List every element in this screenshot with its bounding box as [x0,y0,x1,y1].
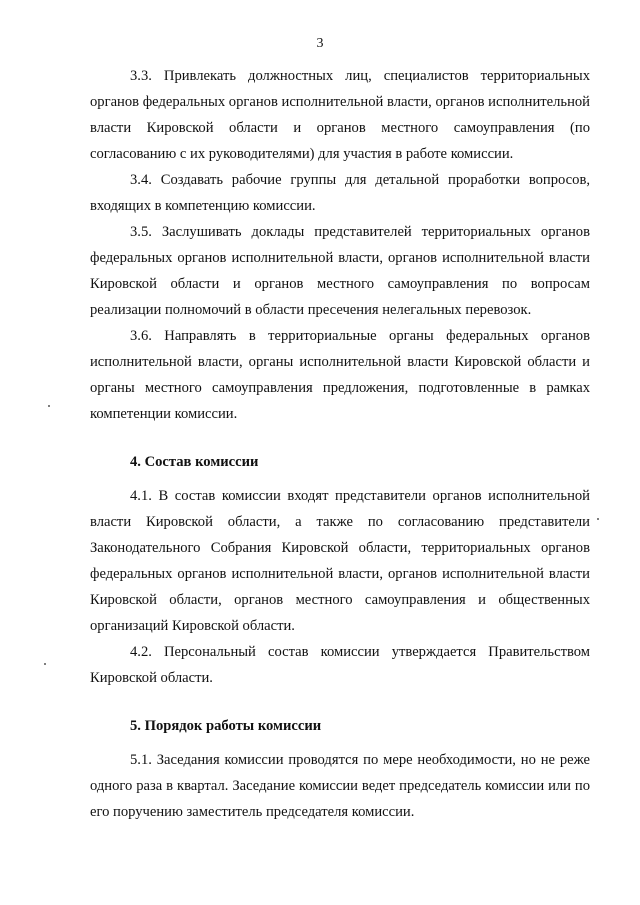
scan-speck [48,405,50,407]
paragraph-4-1: 4.1. В состав комиссии входят представители органов исполнительной власти Кировской области, а также по согласованию представители Законодательного Собрания Кировской области, территориальных органов федеральных органов исполнительной власти, органов исполнительной власти Кировской области, органов местного самоуправления и общественных организаций Кировской области. [90,488,590,634]
paragraph-3-5: 3.5. Заслушивать доклады представителей территориальных органов федеральных органов исполнительной власти, органов исполнительной власти Кировской области и органов местного самоуправления по вопросам реализации полномочий в области пресечения нелегальных перевозок. [90,224,590,318]
paragraph-3-4: 3.4. Создавать рабочие группы для детальной проработки вопросов, входящих в компетенцию комиссии. [90,172,590,214]
paragraph-4-2: 4.2. Персональный состав комиссии утверждается Правительством Кировской области. [90,644,590,686]
section-5-heading: 5. Порядок работы комиссии [130,718,322,734]
scan-speck [597,518,599,520]
paragraph-3-6: 3.6. Направлять в территориальные органы федеральных органов исполнительной власти, органы исполнительной власти Кировской области и органы местного самоуправления предложения, подготовленные в рамках компетенции комиссии. [90,328,590,422]
paragraph-3-3: 3.3. Привлекать должностных лиц, специалистов территориальных органов федеральных органов исполнительной власти, органов исполнительной власти Кировской области и органов местного самоуправления (по согласованию с их руководителями) для участия в работе комиссии. [90,68,590,162]
document-body [90,63,590,825]
scan-speck [44,663,46,665]
section-4-heading: 4. Состав комиссии [130,454,259,470]
page-number: 3 [316,36,324,51]
paragraph-5-1: 5.1. Заседания комиссии проводятся по мере необходимости, но не реже одного раза в квартал. Заседание комиссии ведет председатель комиссии или по его поручению заместитель председателя комиссии. [90,752,590,820]
